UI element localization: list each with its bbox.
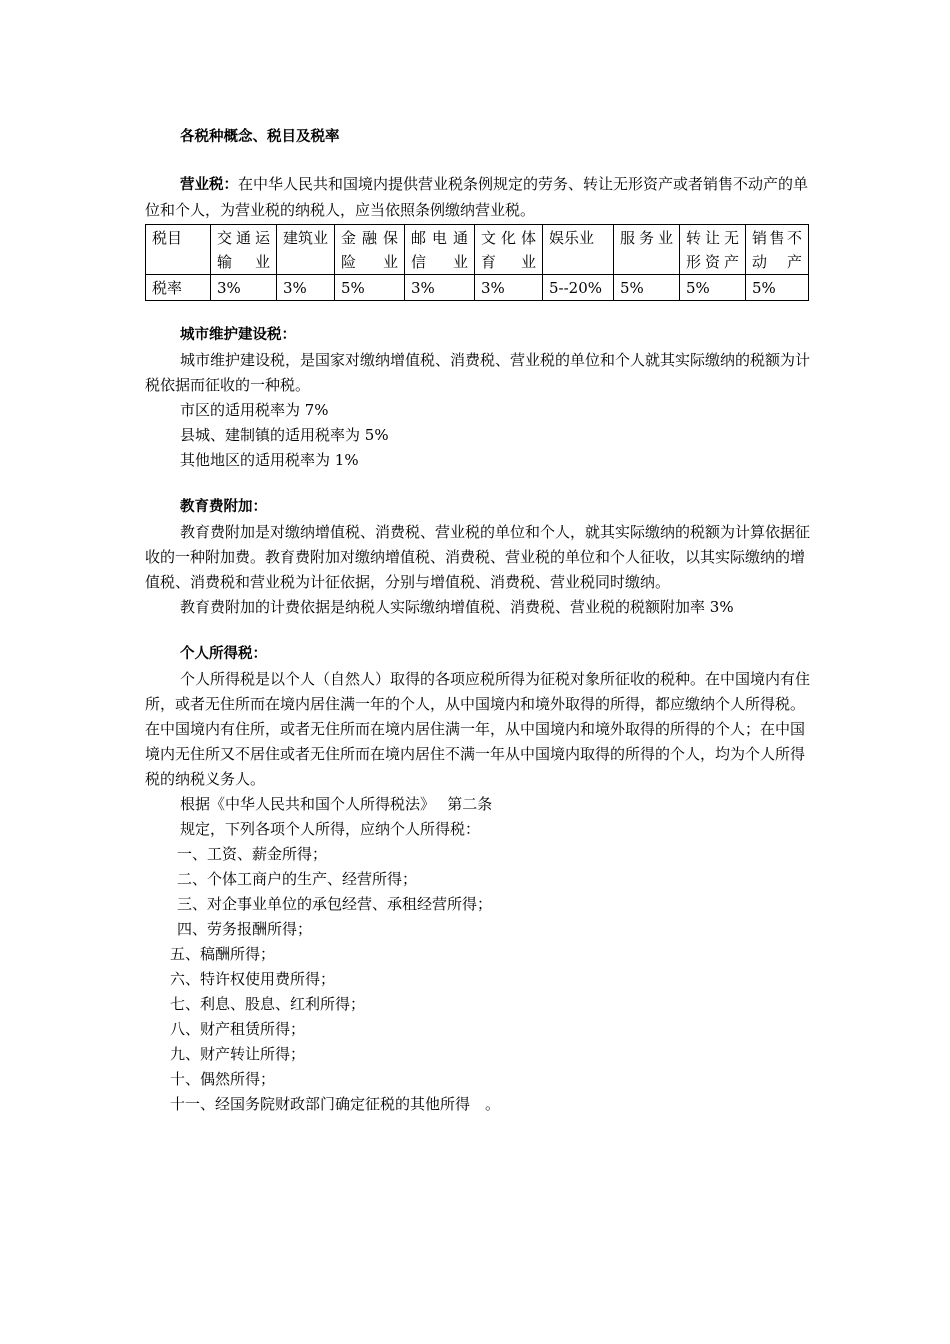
item-cell: 建筑业 bbox=[277, 225, 335, 275]
rate-cell: 3% bbox=[405, 275, 475, 301]
income-item: 四、劳务报酬所得； bbox=[177, 920, 313, 938]
rate-cell: 5% bbox=[746, 275, 809, 301]
education-text: 教育费附加是对缴纳增值税、消费税、营业税的单位和个人，就其实际缴纳的税额为计算依据征收的一种附加费。教育费附加对缴纳增值税、消费税、营业税的单位和个人征收，以其实际缴纳的增值税、消费税和营业税为计征依据，分别与增值税、消费税、营业税同时缴纳。 bbox=[145, 523, 811, 591]
income-item: 三、对企事业单位的承包经营、承租经营所得； bbox=[177, 895, 493, 913]
document-page bbox=[145, 125, 810, 1117]
income-tax-heading: 个人所得税： bbox=[180, 646, 267, 662]
row-label-rate: 税率 bbox=[146, 275, 211, 301]
income-item: 十、偶然所得； bbox=[170, 1070, 276, 1088]
urban-tax-text: 城市维护建设税，是国家对缴纳增值税、消费税、营业税的单位和个人就其实际缴纳的税额为计税依据而征收的一种税。 bbox=[145, 351, 811, 394]
income-item: 二、个体工商户的生产、经营所得； bbox=[177, 870, 418, 888]
table-row-items bbox=[146, 225, 809, 275]
urban-tax-heading: 城市维护建设税： bbox=[180, 327, 296, 343]
urban-rate-line: 市区的适用税率为 7% bbox=[180, 401, 329, 419]
urban-rate-line: 其他地区的适用税率为 1% bbox=[180, 451, 359, 469]
item-cell: 销售不动产 bbox=[746, 225, 809, 275]
income-tax-text: 个人所得税是以个人（自然人）取得的各项应税所得为征税对象所征收的税种。在中国境内有住所，或者无住所而在境内居住满一年的个人，从中国境内和境外取得的所得，都应缴纳个人所得税。在中国境内有住所，或者无住所而在境内居住满一年，从中国境内和境外取得的所得的个人；在中国境内无住所又不居住或者无住所而在境内居住不满一年从中国境内取得的所得的个人，均为个人所得税的纳税义务人。 bbox=[145, 670, 811, 788]
rate-cell: 5% bbox=[335, 275, 405, 301]
income-item: 九、财产转让所得； bbox=[170, 1045, 306, 1063]
rate-cell: 5% bbox=[680, 275, 746, 301]
education-basis: 教育费附加的计费依据是纳税人实际缴纳增值税、消费税、营业税的税额附加率 3% bbox=[180, 598, 734, 616]
item-cell: 娱乐业 bbox=[543, 225, 614, 275]
item-cell: 金融保险业 bbox=[335, 225, 405, 275]
document-title: 各税种概念、税目及税率 bbox=[180, 129, 340, 145]
item-cell: 交通运输业 bbox=[211, 225, 277, 275]
rate-cell: 3% bbox=[475, 275, 543, 301]
income-item: 五、稿酬所得； bbox=[170, 945, 276, 963]
rate-cell: 5--20% bbox=[543, 275, 614, 301]
business-tax-paragraph bbox=[145, 172, 810, 223]
business-tax-heading: 营业税： bbox=[180, 177, 238, 193]
education-heading: 教育费附加： bbox=[180, 499, 267, 515]
item-cell: 文化体育业 bbox=[475, 225, 543, 275]
item-cell: 转让无形资产 bbox=[680, 225, 746, 275]
income-item: 六、特许权使用费所得； bbox=[170, 970, 336, 988]
row-label-item: 税目 bbox=[146, 225, 211, 275]
rate-cell: 5% bbox=[614, 275, 680, 301]
item-cell: 服务业 bbox=[614, 225, 680, 275]
income-item: 十一、经国务院财政部门确定征税的其他所得 。 bbox=[170, 1095, 501, 1113]
business-tax-text: 在中华人民共和国境内提供营业税条例规定的劳务、转让无形资产或者销售不动产的单位和个人，为营业税的纳税人，应当依照条例缴纳营业税。 bbox=[145, 175, 809, 219]
income-law-reference: 根据《中华人民共和国个人所得税法》 第二条 bbox=[180, 795, 493, 813]
business-tax-table bbox=[145, 224, 809, 301]
income-item: 八、财产租赁所得； bbox=[170, 1020, 306, 1038]
rate-cell: 3% bbox=[277, 275, 335, 301]
item-cell: 邮电通信业 bbox=[405, 225, 475, 275]
income-law-intro: 规定，下列各项个人所得，应纳个人所得税： bbox=[180, 820, 481, 838]
income-item: 一、工资、薪金所得； bbox=[177, 845, 328, 863]
table-row-rates bbox=[146, 275, 809, 301]
income-item: 七、利息、股息、红利所得； bbox=[170, 995, 366, 1013]
rate-cell: 3% bbox=[211, 275, 277, 301]
urban-rate-line: 县城、建制镇的适用税率为 5% bbox=[180, 426, 389, 444]
